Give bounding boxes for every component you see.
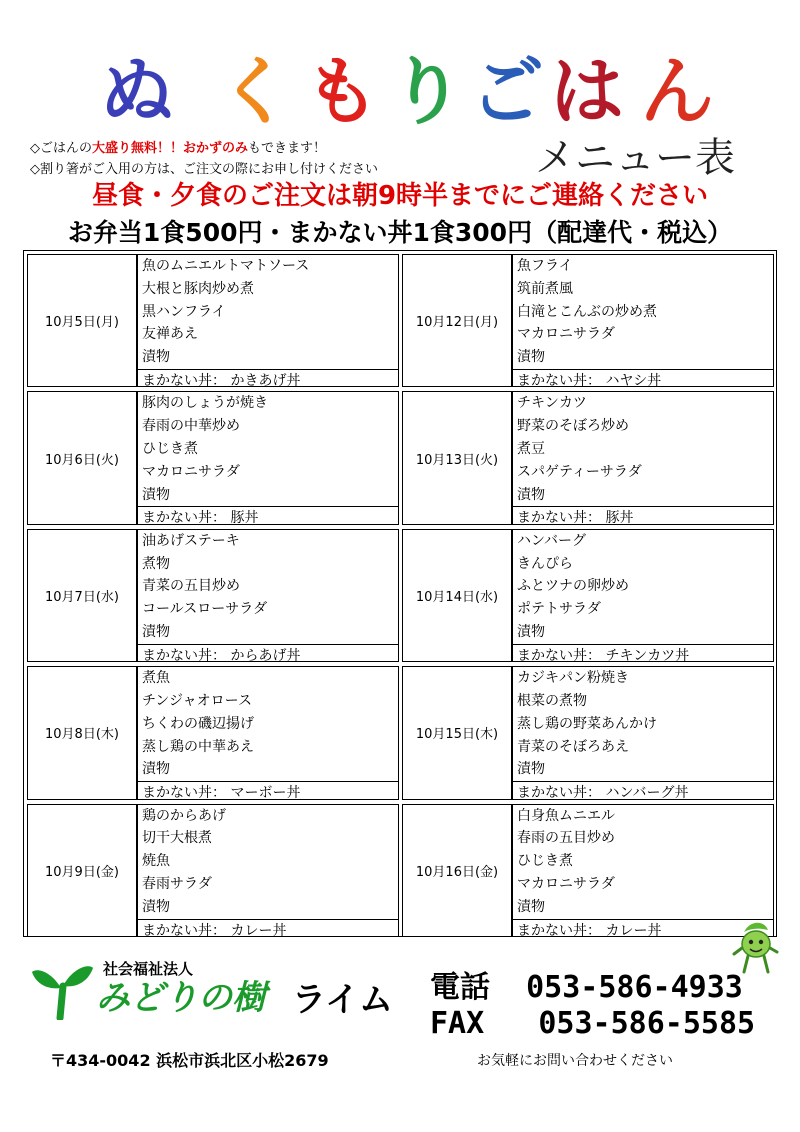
menu-date: 10月8日(木) xyxy=(27,666,137,799)
postal-address: 〒434-0042 浜松市浜北区小松2679 xyxy=(50,1051,329,1070)
menu-item: 漬物 xyxy=(142,623,170,640)
notice-highlight: 大盛り無料！！おかずのみ xyxy=(92,141,249,156)
menu-item: ふとツナの卵炒め xyxy=(517,578,629,595)
menu-item: 蒸し鶏の中華あえ xyxy=(142,738,254,755)
contact-note: お気軽にお問い合わせください xyxy=(477,1053,673,1069)
makanai-don: まかない丼： かきあげ丼 xyxy=(138,369,398,393)
menu-item: 白身魚ムニエル xyxy=(517,807,615,824)
menu-item: 鶏のからあげ xyxy=(142,807,226,824)
phone-label: 電話 xyxy=(430,970,490,1005)
menu-item: チンジャオロース xyxy=(142,692,252,709)
menu-items xyxy=(137,804,399,937)
menu-items xyxy=(137,666,399,802)
makanai-don: まかない丼： からあげ丼 xyxy=(138,644,398,668)
leaf-logo-icon xyxy=(30,962,94,1020)
menu-item: 漬物 xyxy=(517,486,545,503)
title-char: ご xyxy=(470,49,544,135)
menu-items xyxy=(137,529,399,662)
makanai-don: まかない丼： カレー丼 xyxy=(513,919,773,943)
menu-item: チキンカツ xyxy=(517,395,587,412)
menu-item: マカロニサラダ xyxy=(517,875,615,892)
menu-item: 魚のムニエルトマトソース xyxy=(142,258,310,274)
menu-day xyxy=(24,526,399,663)
menu-item: ポテトサラダ xyxy=(517,601,601,618)
menu-date: 10月13日(火) xyxy=(402,391,512,524)
menu-item: マカロニサラダ xyxy=(142,463,240,480)
menu-item: 青菜の五目炒め xyxy=(142,578,240,595)
fax-label: FAX xyxy=(430,1006,485,1041)
menu-items xyxy=(512,529,774,662)
title-char: ぬ xyxy=(100,49,174,135)
menu-item: 漬物 xyxy=(142,761,170,778)
menu-item: 白滝とこんぶの炒め煮 xyxy=(517,303,657,320)
menu-item: 春雨の中華炒め xyxy=(142,418,240,435)
menu-item: 友禅あえ xyxy=(142,326,198,343)
menu-item: 筑前煮風 xyxy=(517,280,573,297)
menu-item: スパゲティーサラダ xyxy=(517,463,642,480)
notice-text: ◇ごはんの xyxy=(30,141,92,156)
price-line: お弁当1食500円・まかない丼1食300円（配達代・税込） xyxy=(67,218,733,247)
menu-item: ちくわの磯辺揚げ xyxy=(142,715,254,732)
menu-items xyxy=(512,254,774,387)
makanai-don: まかない丼： チキンカツ丼 xyxy=(513,644,773,668)
menu-item: 根菜の煮物 xyxy=(517,692,587,709)
menu-items xyxy=(512,666,774,802)
menu-item: 漬物 xyxy=(142,486,170,503)
order-deadline: 昼食・夕食のご注文は朝9時半までにご連絡ください xyxy=(91,181,709,211)
title-char: ん xyxy=(640,49,714,135)
menu-item: 青菜のそぼろあえ xyxy=(517,738,629,755)
menu-day xyxy=(24,801,399,938)
menu-day xyxy=(399,663,774,800)
org-name: みどりの樹 xyxy=(96,978,266,1018)
menu-item: カジキパン粉焼き xyxy=(517,670,629,687)
menu-day xyxy=(399,388,774,525)
title-char: も xyxy=(305,49,379,135)
fax-line xyxy=(430,1006,755,1042)
phone-line xyxy=(430,970,743,1006)
menu-item: 漬物 xyxy=(517,623,545,640)
phone-number: 053-586-4933 xyxy=(526,970,743,1005)
menu-item: 漬物 xyxy=(142,349,170,366)
menu-item: 蒸し鶏の野菜あんかけ xyxy=(517,715,657,732)
makanai-don: まかない丼： ハンバーグ丼 xyxy=(513,781,773,805)
menu-day xyxy=(24,388,399,525)
org-place: ライム xyxy=(292,980,393,1020)
menu-item: ひじき煮 xyxy=(517,853,573,870)
makanai-don: まかない丼： マーボー丼 xyxy=(138,781,398,805)
menu-date: 10月15日(木) xyxy=(402,666,512,799)
menu-item: マカロニサラダ xyxy=(517,326,615,343)
menu-item: 漬物 xyxy=(517,898,545,915)
fax-number: 053-586-5585 xyxy=(538,1006,756,1041)
menu-item: 煮物 xyxy=(142,555,170,572)
menu-item: 漬物 xyxy=(142,898,170,915)
notice-text: もできます！ xyxy=(248,141,327,156)
menu-date: 10月14日(水) xyxy=(402,529,512,662)
menu-item: 春雨の五目炒め xyxy=(517,830,615,847)
makanai-don: まかない丼： 豚丼 xyxy=(138,506,398,530)
menu-item: 春雨サラダ xyxy=(142,875,212,892)
menu-item: 煮魚 xyxy=(142,670,170,687)
menu-items xyxy=(137,391,399,527)
notice-chopsticks: ◇割り箸がご入用の方は、ご注文の際にお申し付けください xyxy=(30,162,378,177)
menu-item: 切干大根煮 xyxy=(142,830,212,847)
menu-table xyxy=(23,250,777,937)
org-type: 社会福祉法人 xyxy=(103,960,194,978)
makanai-don: まかない丼： ハヤシ丼 xyxy=(513,369,773,393)
menu-item: ハンバーグ xyxy=(517,532,587,549)
menu-items xyxy=(137,254,399,387)
notice-large-rice xyxy=(30,141,326,157)
menu-date: 10月6日(火) xyxy=(27,391,137,524)
page-title xyxy=(100,49,720,135)
title-char: く xyxy=(218,49,292,135)
menu-item: 黒ハンフライ xyxy=(142,303,226,320)
title-char: は xyxy=(550,49,624,135)
menu-item: 油あげステーキ xyxy=(142,532,240,549)
menu-item: 豚肉のしょうが焼き xyxy=(142,395,268,412)
menu-item: ひじき煮 xyxy=(142,440,198,457)
menu-item: コールスローサラダ xyxy=(142,601,268,618)
menu-date: 10月5日(月) xyxy=(27,254,137,387)
menu-date: 10月12日(月) xyxy=(402,254,512,387)
menu-day xyxy=(24,663,399,800)
makanai-don: まかない丼： カレー丼 xyxy=(138,919,398,943)
title-char: り xyxy=(390,49,464,135)
menu-day xyxy=(24,251,399,388)
menu-items xyxy=(512,804,774,937)
menu-day xyxy=(399,526,774,663)
menu-item: 煮豆 xyxy=(517,440,545,457)
menu-date: 10月16日(金) xyxy=(402,804,512,937)
menu-item: 焼魚 xyxy=(142,853,170,870)
menu-day xyxy=(399,251,774,388)
menu-items xyxy=(512,391,774,527)
menu-item: 野菜のそぼろ炒め xyxy=(517,418,629,435)
menu-day xyxy=(399,801,774,938)
page-subtitle: メニュー表 xyxy=(535,135,735,181)
menu-item: 魚フライ xyxy=(517,258,573,274)
menu-item: 漬物 xyxy=(517,761,545,778)
mascot-icon xyxy=(730,920,780,980)
menu-item: 漬物 xyxy=(517,349,545,366)
menu-item: 大根と豚肉炒め煮 xyxy=(142,280,254,297)
makanai-don: まかない丼： 豚丼 xyxy=(513,506,773,530)
menu-date: 10月9日(金) xyxy=(27,804,137,937)
menu-date: 10月7日(水) xyxy=(27,529,137,662)
menu-item: きんぴら xyxy=(517,555,573,572)
